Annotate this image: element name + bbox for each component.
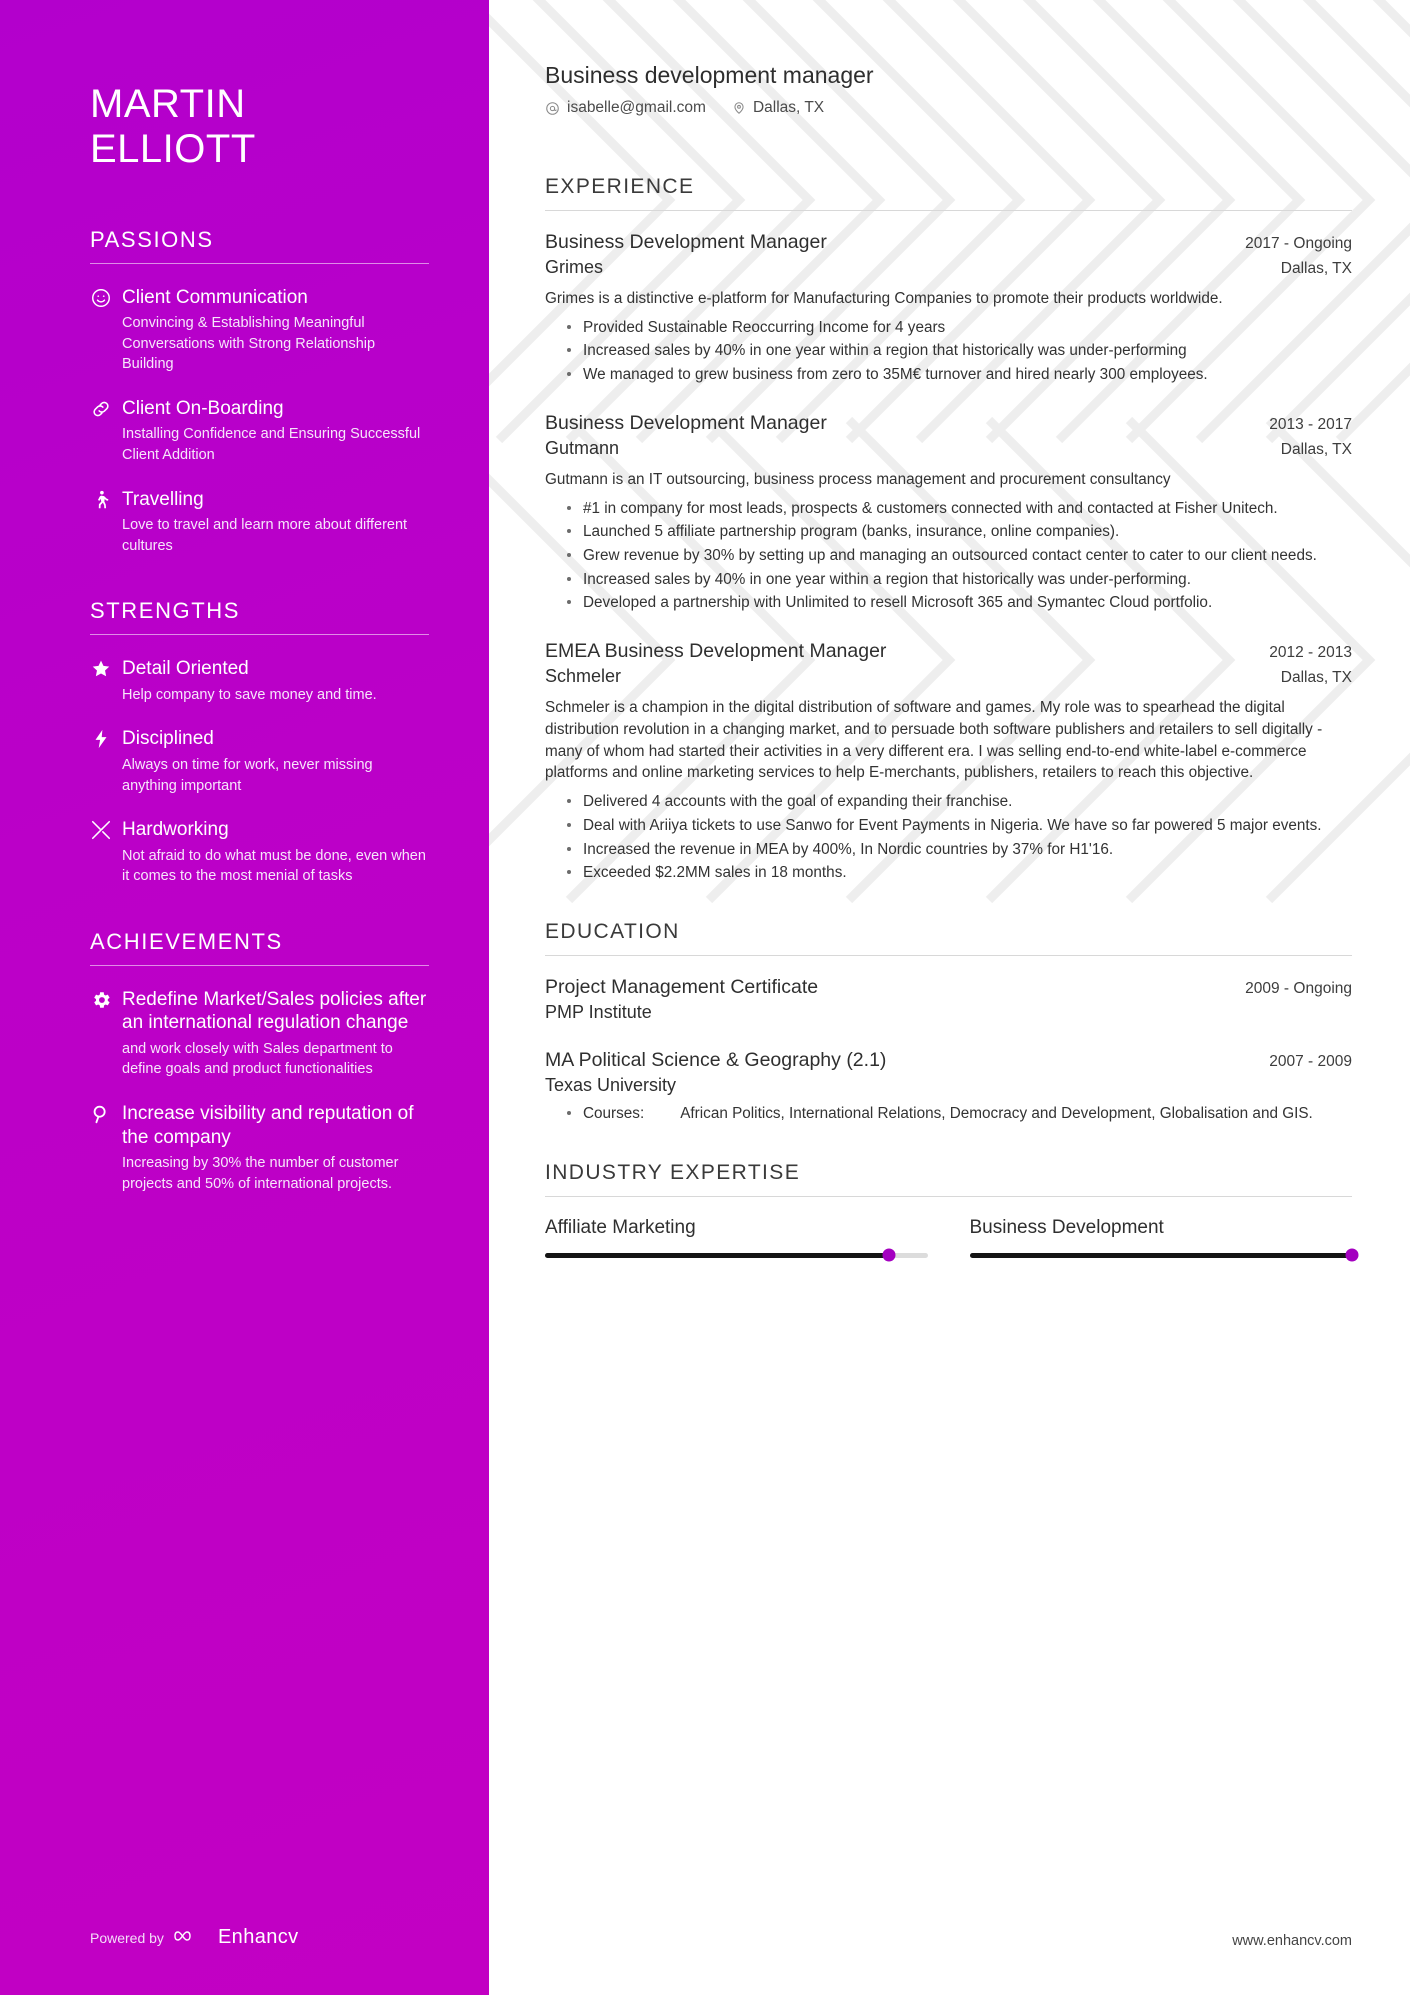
education-school: PMP Institute: [545, 1001, 652, 1022]
experience-bullets: [545, 317, 1352, 386]
achievement-title: Increase visibility and reputation of the company: [122, 1103, 414, 1148]
experience-location: Dallas, TX: [1280, 669, 1352, 687]
achievement-desc: Increasing by 30% the number of customer projects and 50% of international projects.: [122, 1155, 399, 1192]
candidate-first-name: MARTIN: [90, 82, 246, 126]
achievement-title: Redefine Market/Sales policies after an international regulation change: [122, 988, 427, 1034]
experience-entry: [545, 412, 1352, 614]
experience-description: Grimes is a distinctive e-platform for Manufacturing Companies to promote their products worldwide.: [545, 290, 1223, 307]
gear-icon: [90, 989, 122, 1080]
passion-desc: Love to travel and learn more about different cultures: [122, 517, 408, 554]
education-school: Texas University: [545, 1074, 677, 1095]
course-line: [565, 1103, 1352, 1125]
achievement-item: [90, 1102, 429, 1194]
section-title-education: EDUCATION: [545, 920, 1352, 956]
bullet: Increased sales by 40% in one year within a region that historically was under-performing.: [565, 569, 1352, 591]
bullet: Increased the revenue in MEA by 400%, In Nordic countries by 37% for H1'16.: [565, 839, 1352, 861]
experience-date: 2012 - 2013: [1269, 644, 1352, 662]
passion-title: Client On-Boarding: [122, 397, 284, 419]
education-degree: Project Management Certificate: [545, 975, 819, 998]
skill-item: [545, 1217, 928, 1258]
bullet: Delivered 4 accounts with the goal of expanding their franchise.: [565, 791, 1352, 813]
skill-slider-knob[interactable]: [1346, 1249, 1359, 1262]
smiley-icon: [90, 287, 122, 375]
achievement-item: [90, 988, 429, 1080]
experience-role: EMEA Business Development Manager: [545, 640, 887, 663]
skill-slider[interactable]: [970, 1253, 1353, 1258]
sidebar-section-title: ACHIEVEMENTS: [90, 929, 429, 966]
section-education: [545, 920, 1352, 1125]
walking-person-icon: [90, 489, 122, 557]
search-icon: [90, 1103, 122, 1194]
section-title-experience: EXPERIENCE: [545, 175, 1352, 211]
experience-company: Grimes: [545, 257, 603, 277]
experience-location: Dallas, TX: [1280, 440, 1352, 458]
experience-description: Schmeler is a champion in the digital distribution of software and games. My role was to spearhead the digital distribution revolution in a changing market, and to persuade both software publishers and retailers to sell digitally - many of whom had started their activities in a very different era. I was selling end-to-end white-label e-commerce platforms and online marketing services to help E-merchants, publishers, retailers to reach this objective.: [545, 699, 1323, 782]
contact-location: [732, 99, 824, 117]
skills-grid: [545, 1217, 1352, 1258]
experience-company: Gutmann: [545, 437, 620, 458]
candidate-last-name: ELLIOTT: [90, 126, 256, 171]
bullet: Exceeded $2.2MM sales in 18 months.: [565, 862, 1352, 884]
experience-role: Business Development Manager: [545, 411, 827, 434]
contact-row: [545, 99, 1352, 117]
passion-item: [90, 488, 429, 557]
bullet: Developed a partnership with Unlimited to resell Microsoft 365 and Symantec Cloud portfolio.: [565, 592, 1352, 614]
experience-date: 2013 - 2017: [1269, 415, 1352, 433]
course-value: African Politics, International Relations, Democracy and Development, Globalisation and GIS.: [680, 1104, 1313, 1122]
education-courses: [545, 1103, 1352, 1125]
strength-title: Hardworking: [122, 819, 229, 841]
main-content: [489, 0, 1410, 1995]
experience-company: Schmeler: [545, 666, 622, 687]
candidate-name: [90, 82, 429, 172]
passion-title: Travelling: [122, 488, 204, 510]
section-title-industry-expertise: INDUSTRY EXPERTISE: [545, 1161, 1352, 1197]
experience-bullets: [545, 498, 1352, 615]
passion-item: [90, 397, 429, 466]
strength-desc: Help company to save money and time.: [122, 686, 377, 703]
bullet: #1 in company for most leads, prospects & customers connected with and contacted at Fisher Unitech.: [565, 498, 1352, 520]
powered-by-label: Powered by: [90, 1929, 164, 1946]
strength-title: Disciplined: [122, 728, 214, 750]
experience-location: Dallas, TX: [1280, 260, 1352, 277]
education-degree: MA Political Science & Geography (2.1): [545, 1048, 887, 1071]
experience-entry: [545, 231, 1352, 386]
bullet: Launched 5 affiliate partnership program (banks, insurance, online companies).: [565, 521, 1352, 543]
skill-slider[interactable]: [545, 1253, 928, 1258]
sidebar-section-strengths: [90, 598, 429, 887]
skill-item: [970, 1217, 1353, 1258]
email-icon: [545, 101, 560, 116]
bullet: Grew revenue by 30% by setting up and managing an outsourced contact center to cater to our client needs.: [565, 545, 1352, 567]
bullet: Increased sales by 40% in one year within a region that historically was under-performing: [565, 340, 1352, 362]
skill-slider-knob[interactable]: [883, 1249, 896, 1262]
bullet: Provided Sustainable Reoccurring Income for 4 years: [565, 317, 1352, 339]
contact-email-value: isabelle@gmail.com: [567, 99, 706, 116]
strength-title: Detail Oriented: [122, 658, 249, 680]
experience-entry: [545, 640, 1352, 884]
achievement-desc: and work closely with Sales department to define goals and product functionalities: [122, 1040, 393, 1078]
bullet: We managed to grew business from zero to 35M€ turnover and hired nearly 300 employees.: [565, 364, 1352, 386]
passion-title: Client Communication: [122, 286, 308, 308]
sidebar: [0, 0, 489, 1995]
passion-desc: Installing Confidence and Ensuring Successful Client Addition: [122, 426, 421, 463]
strength-item: [90, 818, 429, 887]
sidebar-section-title: STRENGTHS: [90, 598, 429, 635]
strength-desc: Always on time for work, never missing anything important: [122, 756, 373, 794]
skill-name: Affiliate Marketing: [545, 1216, 696, 1238]
section-experience: [545, 175, 1352, 884]
experience-date: 2017 - Ongoing: [1245, 235, 1352, 252]
skill-name: Business Development: [969, 1216, 1164, 1238]
contact-location-value: Dallas, TX: [752, 99, 825, 116]
tools-icon: [90, 819, 122, 887]
star-icon: [90, 658, 122, 705]
contact-email[interactable]: [545, 99, 706, 117]
education-date: 2007 - 2009: [1269, 1052, 1352, 1070]
powered-by: [90, 1926, 299, 1949]
sidebar-section-title: PASSIONS: [90, 227, 429, 264]
enhancv-logo-icon: [174, 1926, 208, 1949]
section-industry-expertise: [545, 1161, 1352, 1258]
passion-desc: Convincing & Establishing Meaningful Conversations with Strong Relationship Building: [122, 315, 376, 373]
experience-description: Gutmann is an IT outsourcing, business process management and procurement consultancy: [545, 470, 1171, 488]
lightning-icon: [90, 728, 122, 796]
education-entry: [545, 1049, 1352, 1125]
website-url: www.enhancv.com: [1232, 1933, 1352, 1949]
bullet: Deal with Ariiya tickets to use Sanwo for Event Payments in Nigeria. We have so far powered 5 major events.: [565, 815, 1352, 837]
passion-item: [90, 286, 429, 375]
strength-desc: Not afraid to do what must be done, even when it comes to the most menial of tasks: [122, 847, 426, 885]
experience-role: Business Development Manager: [545, 231, 827, 253]
headline: Business development manager: [545, 62, 874, 88]
sidebar-section-achievements: [90, 929, 429, 1195]
link-icon: [90, 398, 122, 466]
education-entry: [545, 976, 1352, 1023]
strength-item: [90, 727, 429, 796]
experience-bullets: [545, 791, 1352, 884]
location-pin-icon: [732, 100, 746, 116]
strength-item: [90, 657, 429, 705]
sidebar-section-passions: [90, 227, 429, 557]
course-label: Courses:: [583, 1104, 645, 1122]
brand-name: Enhancv: [217, 1926, 299, 1948]
education-date: 2009 - Ongoing: [1245, 979, 1352, 997]
